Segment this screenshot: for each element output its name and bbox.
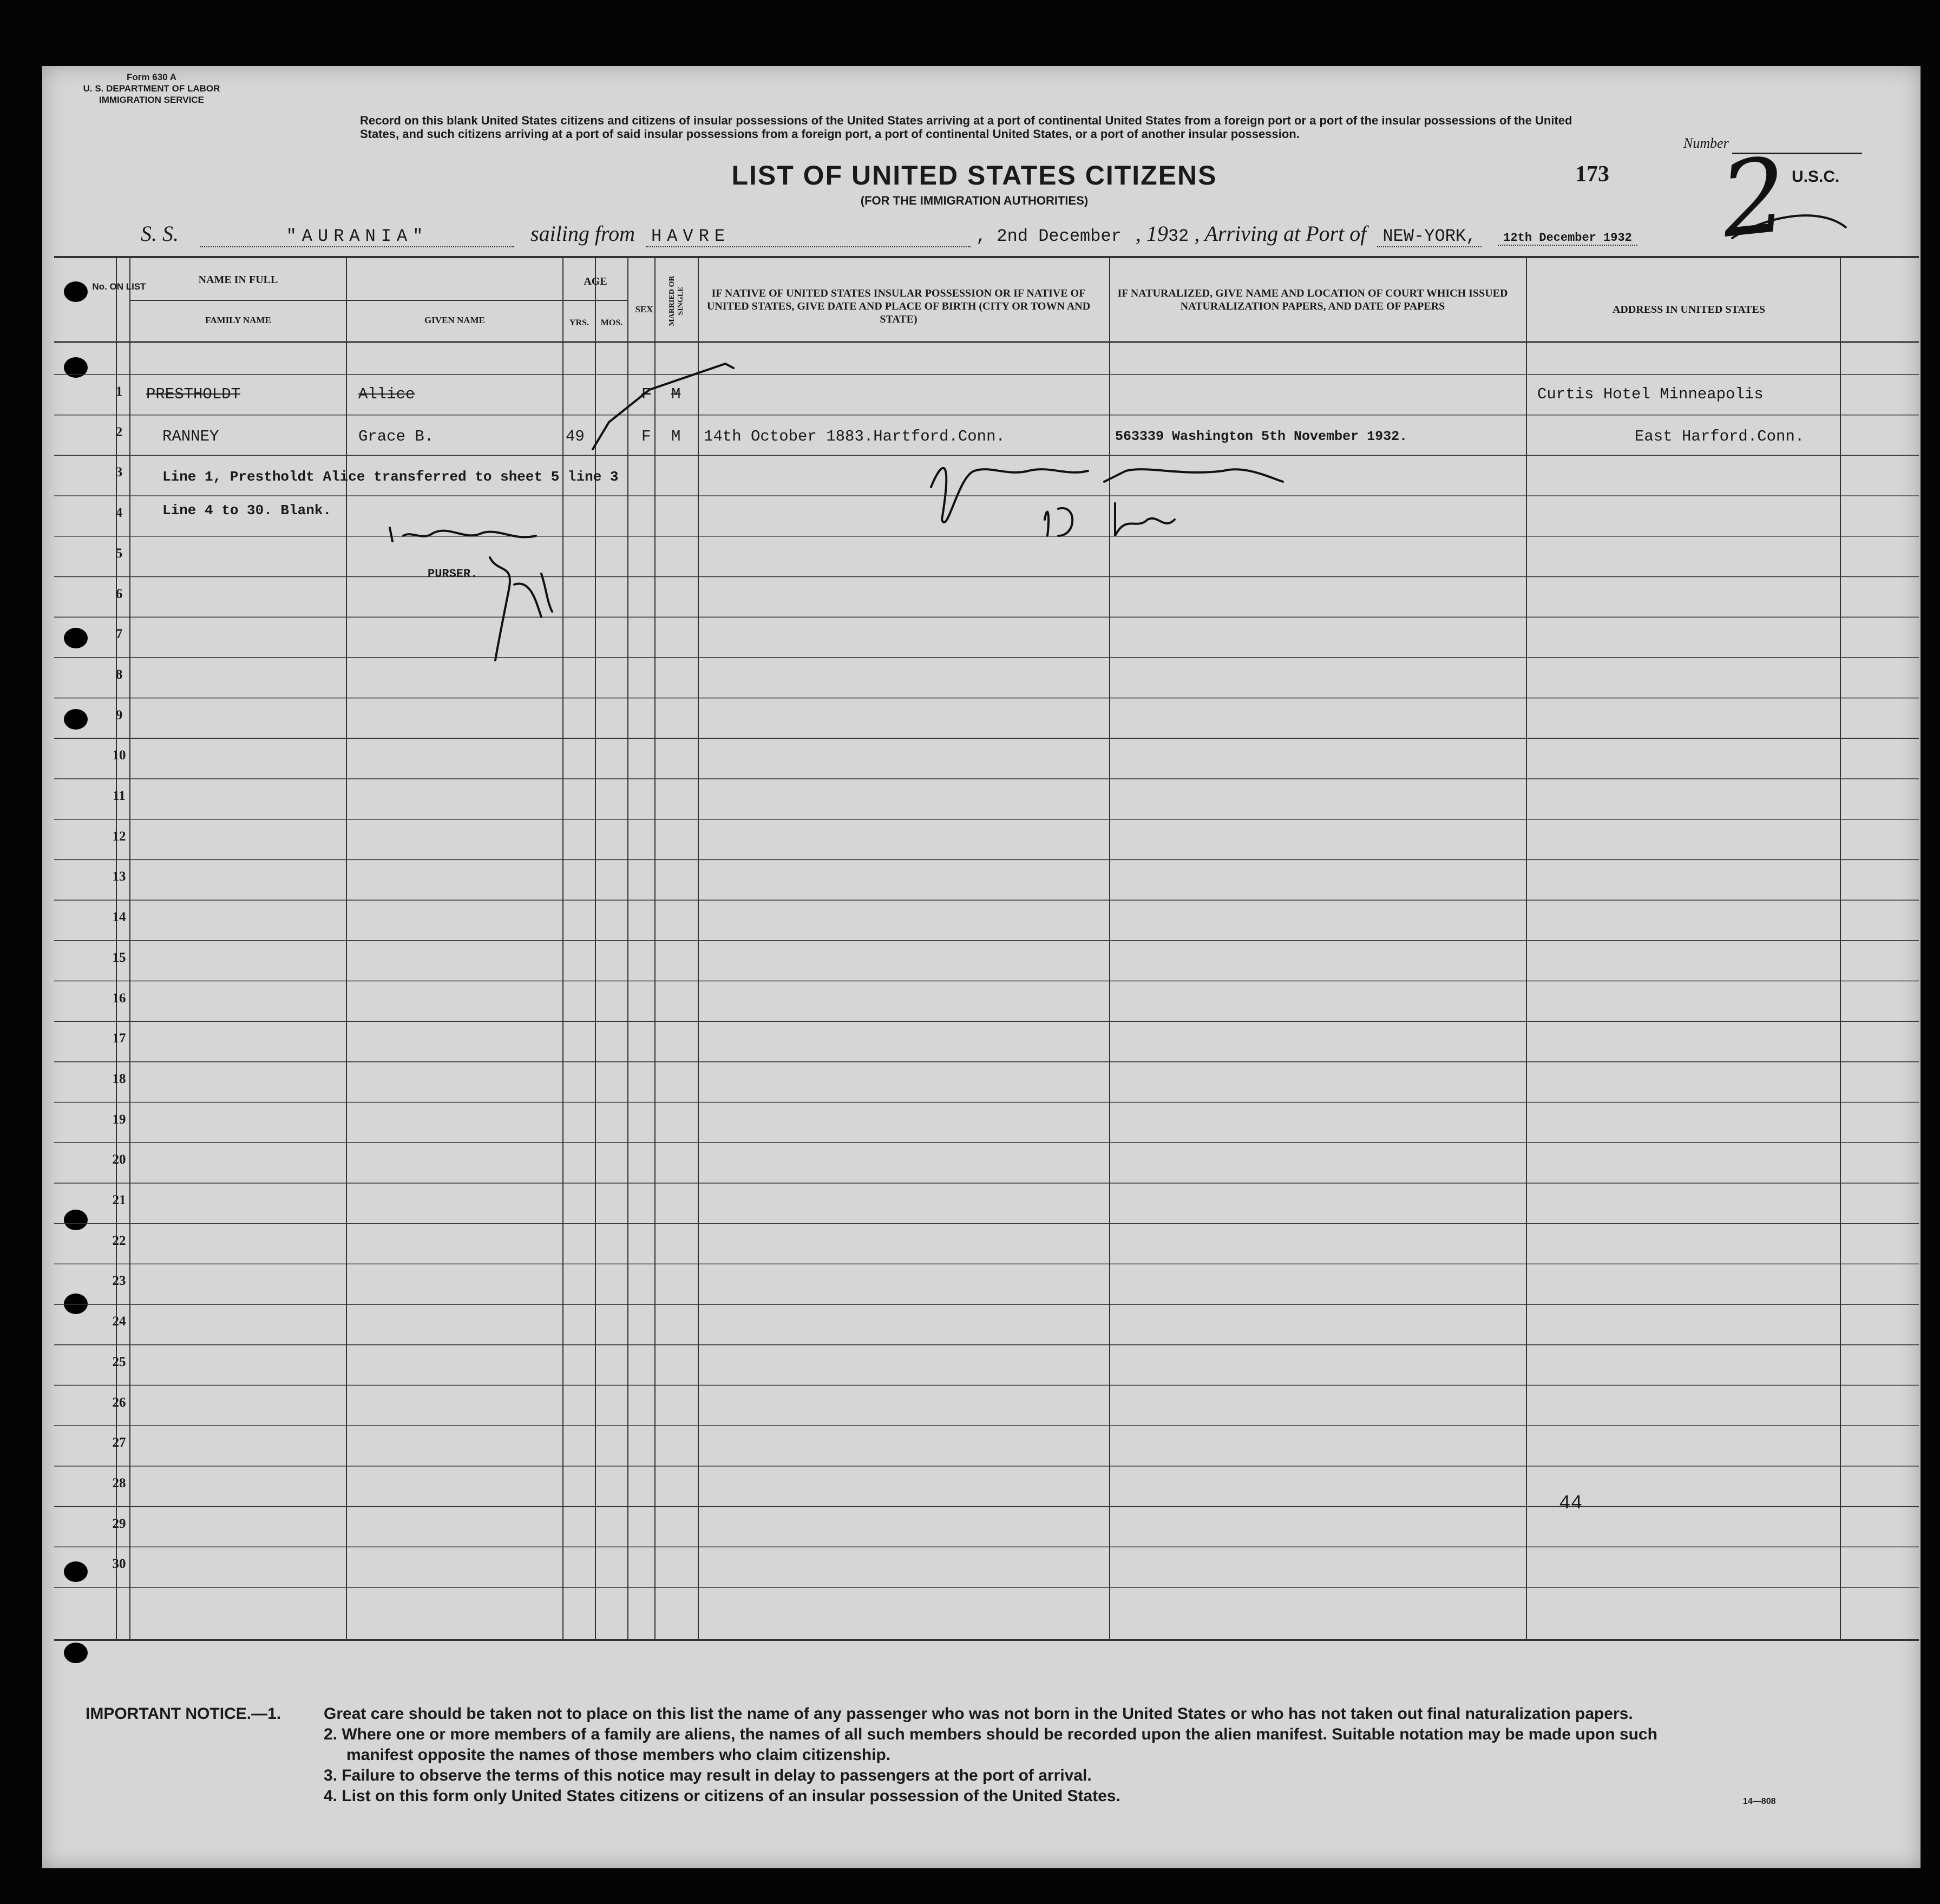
row-number: 14 [112, 910, 126, 925]
row-number: 12 [112, 829, 126, 844]
row-number: 3 [115, 465, 123, 480]
notice-item-4: 4. List on this form only United States citizens or citizens of an insular possession of the United States. [324, 1787, 1120, 1805]
header-no-on-list: No. ON LIST [92, 281, 146, 292]
row-number: 25 [112, 1354, 126, 1369]
row2-family-name: RANNEY [162, 428, 219, 445]
header-naturalized: IF NATURALIZED, GIVE NAME AND LOCATION OF COURT WHICH ISSUED NATURALIZATION PAPERS, AND DATE OF PAPERS [1117, 287, 1508, 312]
row-number: 1 [115, 384, 123, 399]
arriving-label: , Arriving at Port of [1194, 221, 1367, 246]
row1-given-name: Allice [358, 385, 415, 403]
row2-birth: 14th October 1883.Hartford.Conn. [704, 428, 1005, 445]
ship-name: "AURANIA" [200, 226, 514, 247]
sail-year: 32 [1168, 226, 1189, 246]
record-instructions: Record on this blank United States citizens and citizens of insular possessions of the United States arriving at a port of continental United States from a foreign port or a port of the insular possessions of the United States, and such citizens arriving at a port of said insular possessions from a foreign port, a port of continental United States, or a port of another insular possession. [360, 114, 1572, 141]
notice-lead: IMPORTANT NOTICE.—1. [86, 1705, 281, 1723]
notice-item-1 [86, 1704, 1845, 1724]
row-number: 11 [113, 789, 126, 803]
row-number: 9 [115, 707, 123, 723]
usc-label: U.S.C. [1792, 168, 1840, 186]
notice-item-3: 3. Failure to observe the terms of this notice may result in delay to passengers at the port of arrival. [324, 1767, 1092, 1784]
sheet-number-handwritten: 2 [1715, 135, 1793, 261]
notice-item-2a: 2. Where one or more members of a family are aliens, the names of all such members should be recorded upon the alien manifest. Suitable notation may be made upon such [324, 1725, 1657, 1743]
header-married-single: MARRIED OR SINGLE [668, 275, 685, 326]
handwritten-150-stroke [1045, 503, 1175, 536]
row-number: 8 [115, 667, 123, 682]
purser-signature-stroke [390, 528, 536, 541]
bottom-number: 44 [1559, 1492, 1583, 1514]
row-number: 15 [112, 950, 126, 965]
row-number: 4 [115, 505, 123, 521]
form-number: Form 630 A [127, 72, 176, 82]
row-number: 22 [112, 1233, 126, 1248]
header-given-name: GIVEN NAME [424, 315, 485, 325]
header-yrs: YRS. [569, 318, 589, 327]
row-number: 28 [112, 1475, 126, 1491]
year-prefix: , 19 [1135, 221, 1168, 246]
sail-date: , 2nd December [976, 226, 1122, 246]
header-sex: SEX [635, 304, 653, 314]
arrival-port: NEW-YORK, [1377, 226, 1482, 247]
header-address: ADDRESS IN UNITED STATES [1612, 304, 1766, 316]
number-label: Number [1683, 135, 1729, 151]
checkmark-stroke [593, 364, 733, 449]
row2-address: East Harford.Conn. [1635, 428, 1805, 445]
row-number: 26 [112, 1395, 126, 1410]
row-number: 16 [112, 990, 126, 1006]
row-number: 24 [112, 1314, 126, 1329]
header-age: AGE [584, 275, 607, 287]
row1-address: Curtis Hotel Minneapolis [1537, 385, 1764, 403]
departure-port: HAVRE [646, 226, 971, 247]
notice-item1-text: Great care should be taken not to place on this list the name of any passenger who was not born in the United States or who has not taken out final naturalization papers. [324, 1705, 1633, 1723]
row-number: 5 [115, 546, 123, 561]
important-notice [86, 1704, 1845, 1807]
underline-stroke [1732, 215, 1846, 238]
row1-family-name: PRESTHOLDT [146, 385, 241, 403]
row2-age-yrs: 49 [566, 428, 585, 445]
row2-married: M [671, 428, 681, 445]
row-number: 18 [112, 1071, 126, 1086]
form-code: 14—808 [1743, 1797, 1776, 1806]
row3-note: Line 1, Prestholdt Alice transferred to sheet 5 line 3 [162, 469, 619, 485]
row-number: 10 [112, 748, 126, 763]
list-number: 173 [1575, 162, 1609, 187]
purser-label: PURSER. [428, 567, 478, 581]
row-number: 30 [112, 1557, 126, 1572]
page-title: LIST OF UNITED STATES CITIZENS [731, 160, 1217, 191]
row2-naturalized: 563339 Washington 5th November 1932. [1115, 429, 1408, 444]
service: IMMIGRATION SERVICE [99, 95, 204, 105]
row-number: 17 [112, 1031, 126, 1046]
page-subtitle: (FOR THE IMMIGRATION AUTHORITIES) [860, 194, 1089, 207]
row-number: 23 [112, 1273, 126, 1289]
row-number: 20 [112, 1152, 126, 1167]
row4-note: Line 4 to 30. Blank. [162, 502, 332, 518]
row-number: 21 [112, 1193, 126, 1207]
row2-sex: F [641, 428, 651, 445]
header-birth: IF NATIVE OF UNITED STATES INSULAR POSSESSION OR IF NATIVE OF UNITED STATES, GIVE DATE AND PLACE OF BIRTH (CITY OR TOWN AND STATE) [706, 287, 1091, 325]
row1-married: M [671, 385, 681, 403]
ss-label: S. S. [141, 221, 179, 246]
sailing-label: sailing from [530, 221, 635, 246]
purser-initials-stroke [490, 557, 552, 660]
arrival-date: 12th December 1932 [1498, 231, 1637, 246]
row1-sex: F [641, 385, 651, 403]
notice-item-2b: manifest opposite the names of those members who claim citizenship. [346, 1746, 891, 1764]
row-number: 2 [115, 424, 123, 439]
row-number: 7 [115, 627, 123, 642]
row2-given-name: Grace B. [358, 428, 434, 445]
department: U. S. DEPARTMENT OF LABOR [83, 83, 220, 94]
handwritten-signature-stroke [931, 468, 1283, 522]
header-family-name: FAMILY NAME [205, 315, 271, 325]
row-number: 19 [112, 1112, 126, 1127]
header-mos: MOS. [600, 318, 623, 327]
row-number: 29 [112, 1516, 126, 1531]
row-number: 13 [112, 869, 126, 884]
row-number: 27 [112, 1435, 126, 1450]
header-name-in-full: NAME IN FULL [198, 274, 278, 286]
row-number: 6 [115, 586, 123, 601]
